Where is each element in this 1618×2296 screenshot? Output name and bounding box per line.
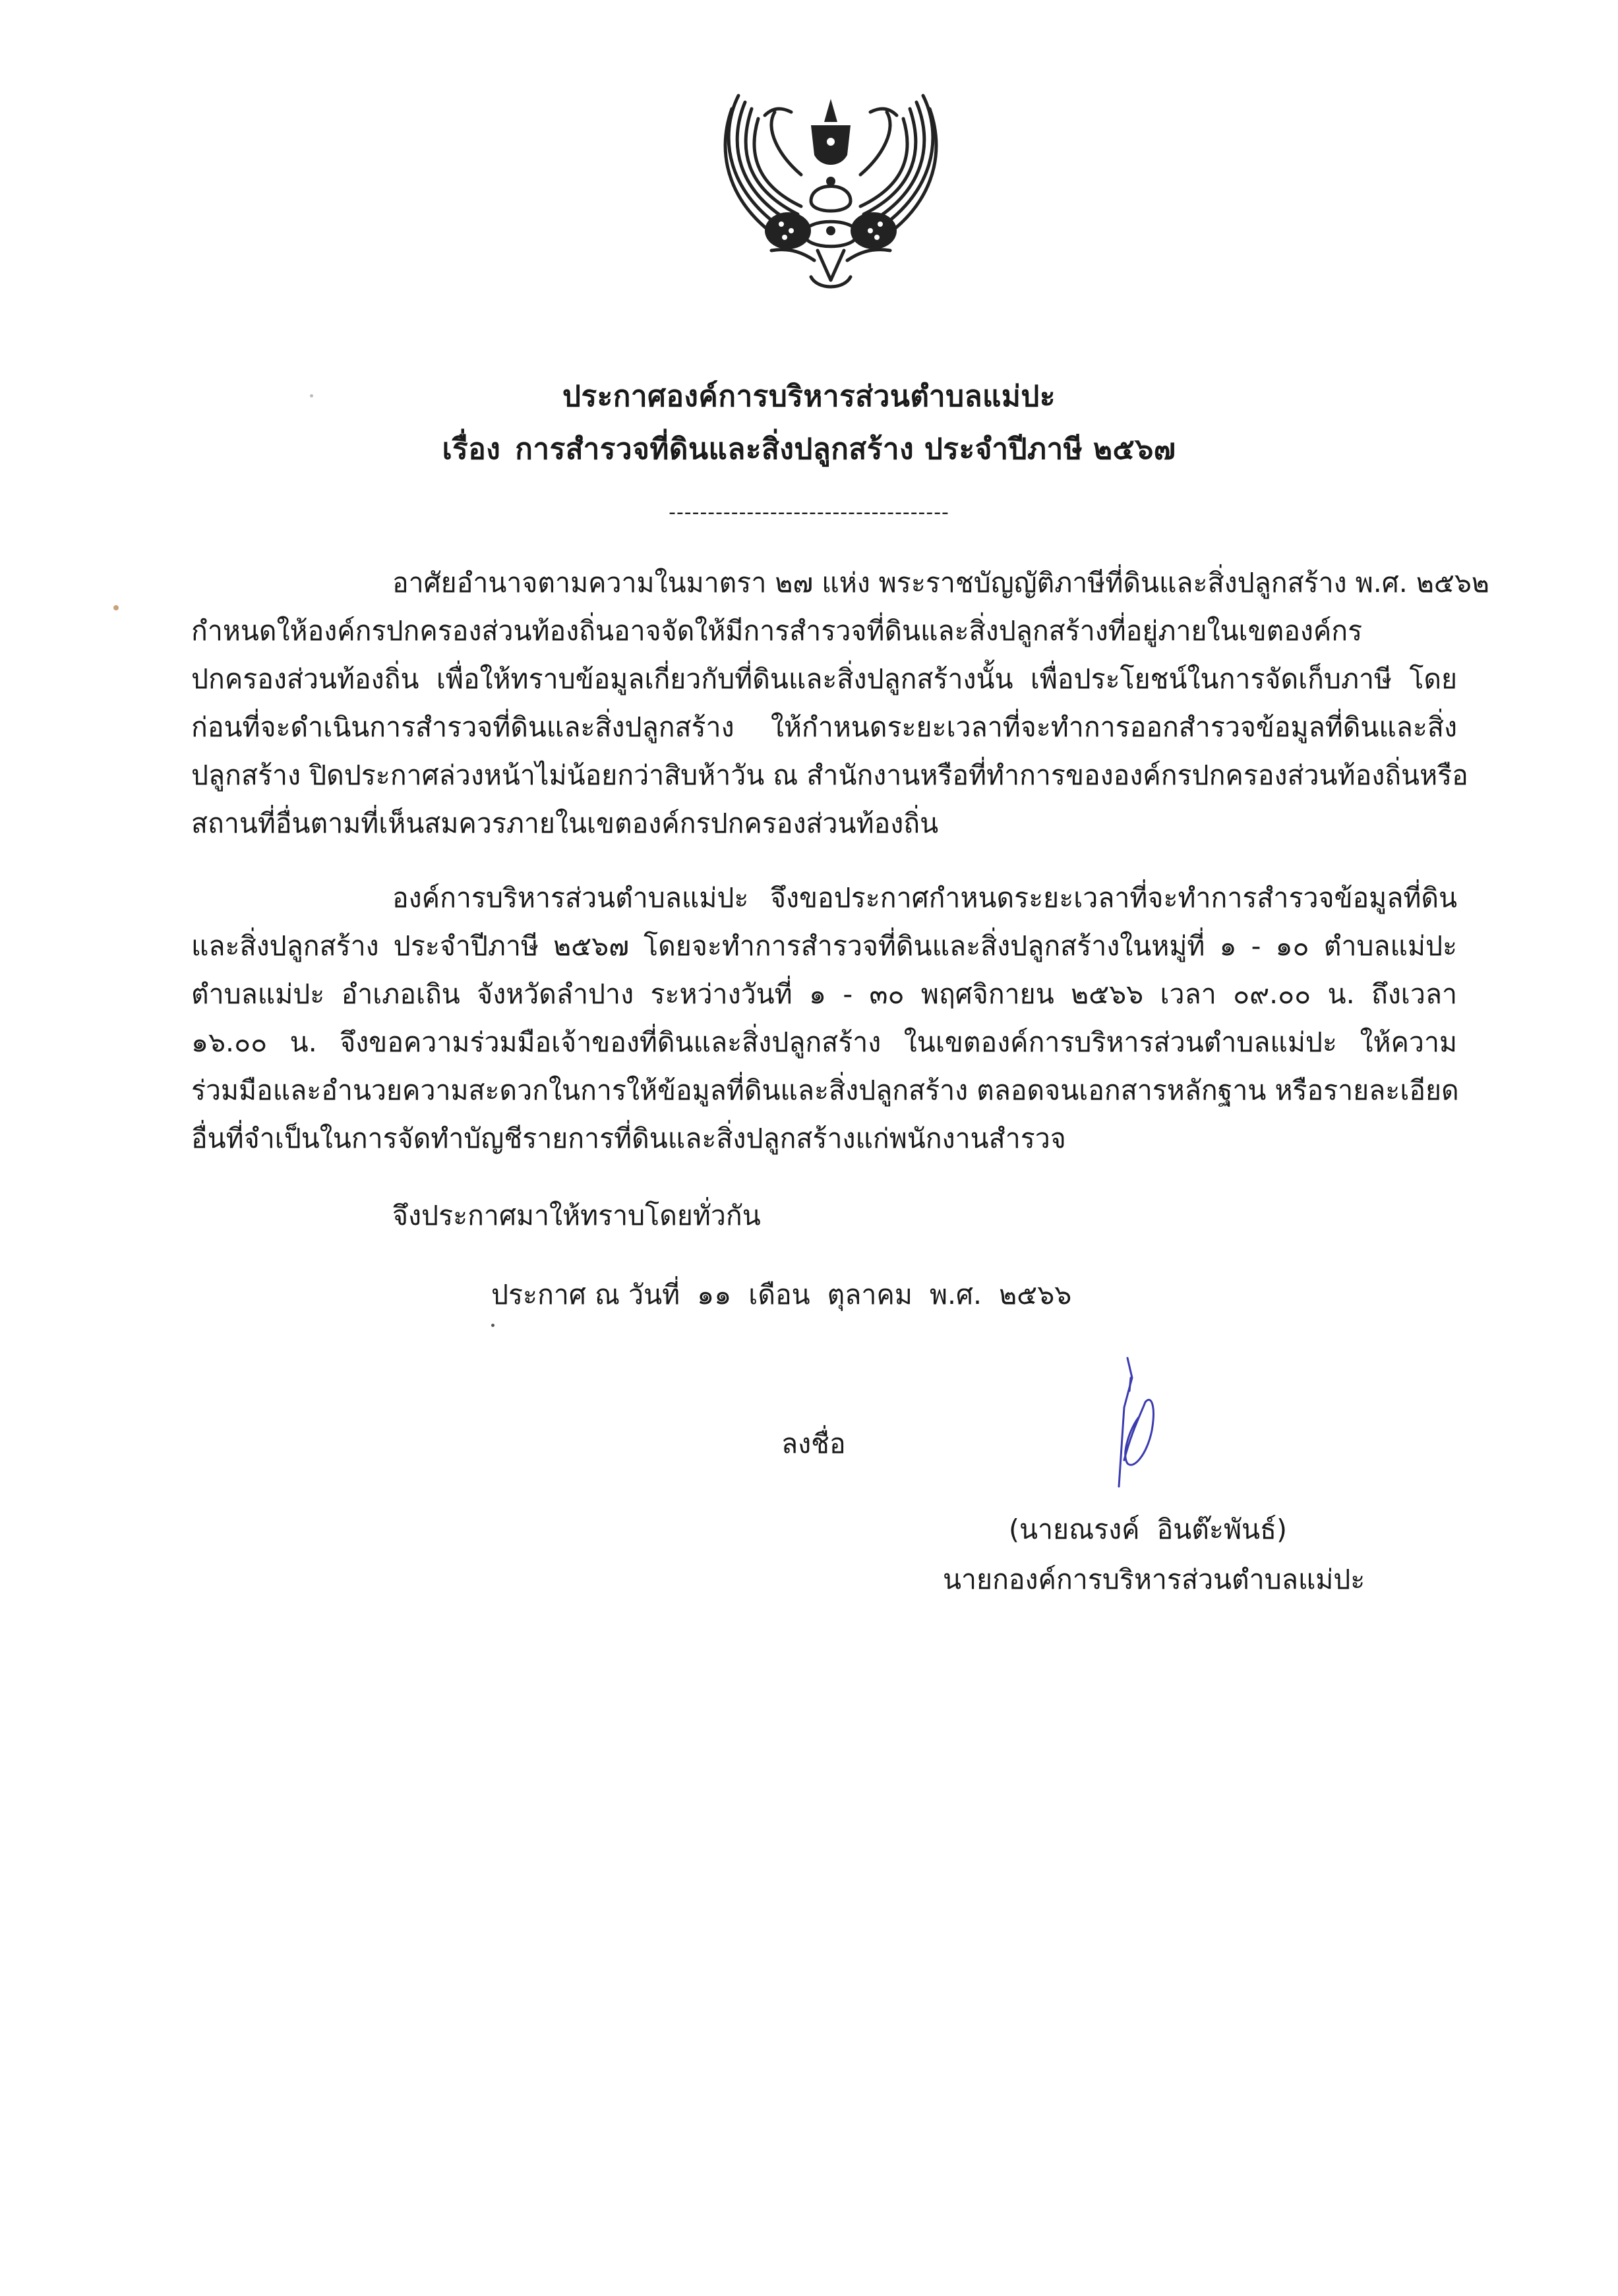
paragraph-line: ปกครองส่วนท้องถิ่น เพื่อให้ทราบข้อมูลเกี่ยวกับที่ดินและสิ่งปลูกสร้างนั้น เพื่อประโยชน์ในการจัดเก็บภาษี โดย [191,663,1457,695]
handwritten-signature-icon [1104,1355,1177,1493]
paragraph-line: องค์การบริหารส่วนตำบลแม่ปะ จึงขอประกาศกำหนดระยะเวลาที่จะทำการสำรวจข้อมูลที่ดิน [392,882,1457,914]
header-divider: ------------------------------------ [669,501,949,524]
paragraph-line: อื่นที่จำเป็นในการจัดทำบัญชีรายการที่ดินและสิ่งปลูกสร้างแก่พนักงานสำรวจ [191,1123,1066,1154]
scan-speck [310,394,313,397]
garuda-emblem-icon [712,82,949,300]
scan-speck [113,605,119,610]
signer-name: (นายณรงค์ อินต๊ะพันธ์) [1009,1514,1288,1545]
paragraph-line: ปลูกสร้าง ปิดประกาศล่วงหน้าไม่น้อยกว่าสิบห้าวัน ณ สำนักงานหรือที่ทำการขององค์กรปกครองส่วนท้องถิ่นหรือ [191,759,1468,791]
scan-speck [491,1324,494,1327]
paragraph-line: ก่อนที่จะดำเนินการสำรวจที่ดินและสิ่งปลูกสร้าง ให้กำหนดระยะเวลาที่จะทำการออกสำรวจข้อมูลที่ดินและสิ่ง [191,711,1457,743]
paragraph-line: อาศัยอำนาจตามความในมาตรา ๒๗ แห่ง พระราชบัญญัติภาษีที่ดินและสิ่งปลูกสร้าง พ.ศ. ๒๕๖๒ [392,567,1489,599]
paragraph-line: สถานที่อื่นตามที่เห็นสมควรภายในเขตองค์กรปกครองส่วนท้องถิ่น [191,808,939,839]
paragraph-legal-basis [191,559,1489,848]
announcement-date: ประกาศ ณ วันที่ ๑๑ เดือน ตุลาคม พ.ศ. ๒๕๖๖ [491,1279,1072,1310]
signature-label: ลงชื่อ [781,1428,846,1459]
paragraph-line: ตำบลแม่ปะ อำเภอเถิน จังหวัดลำปาง ระหว่างวันที่ ๑ - ๓๐ พฤศจิกายน ๒๕๖๖ เวลา ๐๙.๐๐ น. ถึงเวลา [191,978,1457,1010]
closing-statement: จึงประกาศมาให้ทราบโดยทั่วกัน [392,1200,761,1231]
paragraph-line: ๑๖.๐๐ น. จึงขอความร่วมมือเจ้าของที่ดินและสิ่งปลูกสร้าง ในเขตองค์การบริหารส่วนตำบลแม่ปะ ให้ความ [191,1026,1457,1058]
paragraph-survey-schedule [191,874,1457,1163]
subject-label: เรื่อง [442,432,501,466]
announcement-subject [0,430,1618,469]
paragraph-line: ร่วมมือและอำนวยความสะดวกในการให้ข้อมูลที่ดินและสิ่งปลูกสร้าง ตลอดจนเอกสารหลักฐาน หรือรายละเอียด [191,1074,1459,1106]
subject-text: การสำรวจที่ดินและสิ่งปลูกสร้าง ประจำปีภาษี ๒๕๖๗ [515,432,1176,466]
paragraph-line: และสิ่งปลูกสร้าง ประจำปีภาษี ๒๕๖๗ โดยจะทำการสำรวจที่ดินและสิ่งปลูกสร้างในหมู่ที่ ๑ - ๑๐ ตำบลแม่ปะ [191,930,1457,962]
announcement-title: ประกาศองค์การบริหารส่วนตำบลแม่ปะ [562,380,1056,413]
signer-position: นายกองค์การบริหารส่วนตำบลแม่ปะ [943,1564,1365,1595]
paragraph-line: กำหนดให้องค์กรปกครองส่วนท้องถิ่นอาจจัดให้มีการสำรวจที่ดินและสิ่งปลูกสร้างที่อยู่ภายในเขตองค์กร [191,615,1363,647]
